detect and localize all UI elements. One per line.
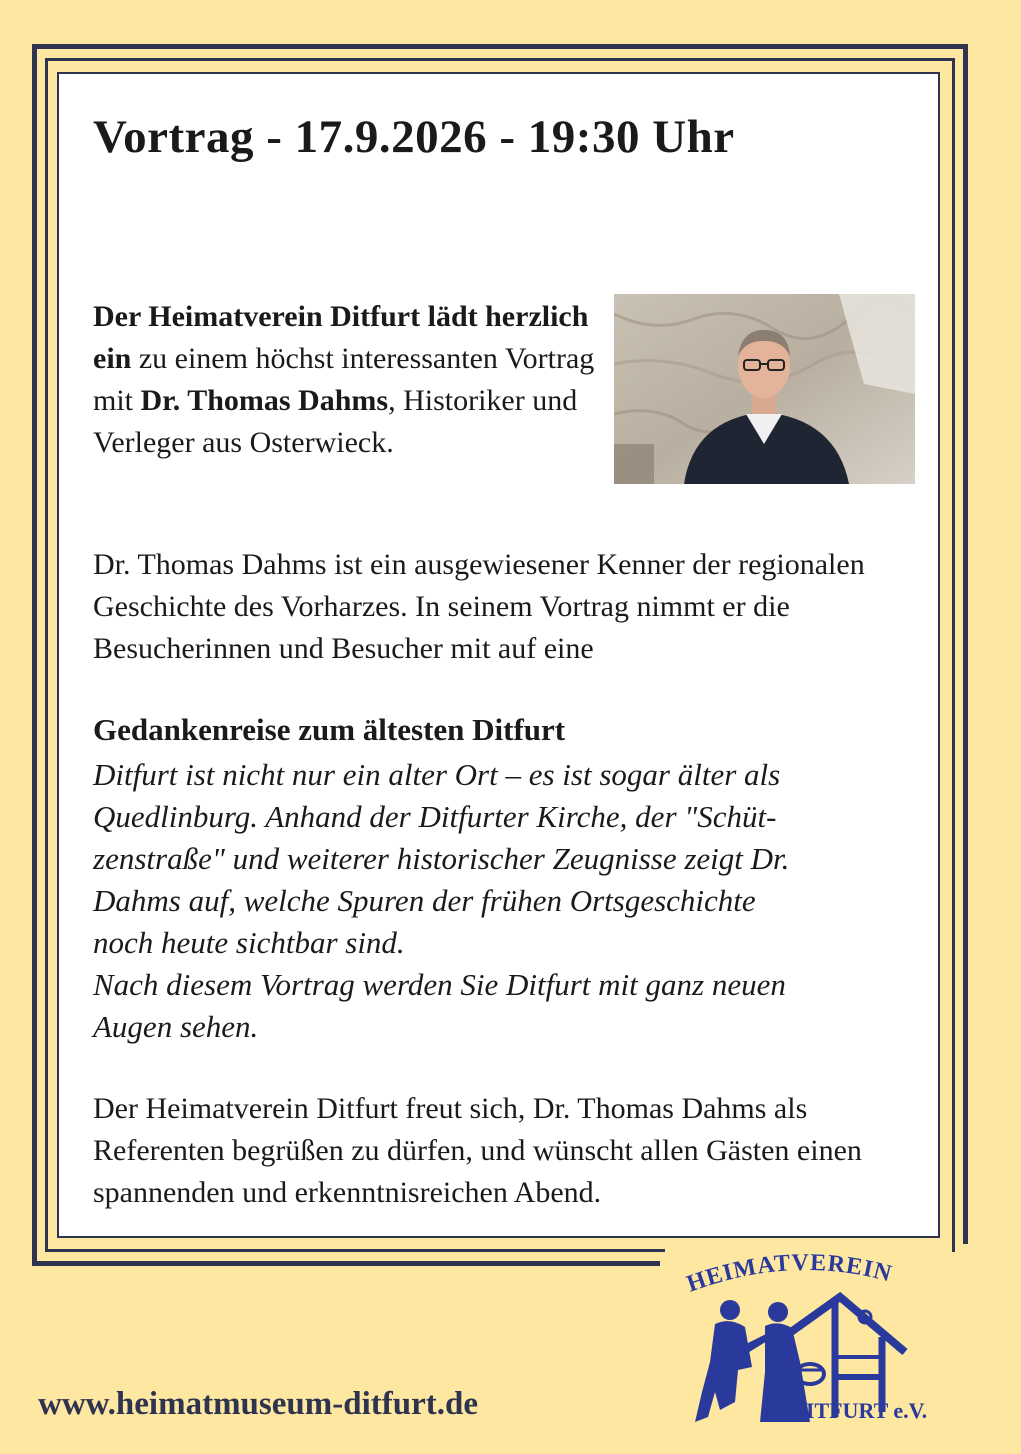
frame-mid-right	[952, 58, 955, 1252]
intro-bold-lead: Der Heimatverein Ditfurt lädt herzlich ein	[93, 300, 589, 375]
frame-outer-top	[32, 44, 968, 49]
frame-outer-right	[963, 44, 968, 1244]
lecture-topic-heading: Gedankenreise zum ältesten Ditfurt	[93, 712, 566, 747]
lecture-line: Quedlinburg. Anhand der Ditfurter Kirche, der "Schüt-	[93, 799, 777, 834]
heimatverein-logo	[660, 1252, 960, 1442]
intro-text-a: zu einem höchst interessanten Vortrag mit	[93, 342, 595, 417]
lecture-line: Dahms auf, welche Spuren der frühen Ortsgeschichte	[93, 883, 756, 918]
speaker-portrait-illustration	[614, 294, 915, 484]
frame-outer-bottom	[32, 1261, 660, 1266]
frame-outer-left	[32, 44, 37, 1266]
intro-text-b: , Historiker und Verleger aus Osterwieck.	[93, 384, 578, 459]
lecture-line: noch heute sichtbar sind.	[93, 925, 405, 960]
lecture-line: Ditfurt ist nicht nur ein alter Ort – es ist sogar älter als	[93, 757, 781, 792]
lecture-line: Nach diesem Vortrag werden Sie Ditfurt mit ganz neuen	[93, 967, 786, 1002]
logo-top-text: HEIMATVEREIN	[683, 1252, 895, 1298]
closing-paragraph: Der Heimatverein Ditfurt freut sich, Dr. Thomas Dahms als Referenten begrüßen zu dürfen, und wünscht allen Gästen einen spannenden und erkenntnisreichen Abend.	[93, 1092, 862, 1209]
speaker-photo	[614, 294, 915, 484]
page-title: Vortrag - 17.9.2026 - 19:30 Uhr	[93, 111, 735, 163]
logo-bottom-text: DITFURT e.V.	[790, 1398, 928, 1423]
frame-mid-top	[45, 58, 955, 61]
lecture-description	[93, 754, 923, 1048]
lecture-line: zenstraße" und weiterer historischer Zeugnisse zeigt Dr.	[93, 841, 790, 876]
intro-paragraph	[93, 296, 613, 464]
flyer-card	[57, 72, 940, 1238]
website-url[interactable]: www.heimatmuseum-ditfurt.de	[38, 1386, 478, 1422]
frame-mid-left	[45, 58, 48, 1252]
speaker-description: Dr. Thomas Dahms ist ein ausgewiesener Kenner der regionalen Geschichte des Vorharzes. In seinem Vortrag nimmt er die Besucherinnen und Besucher mit auf eine	[93, 548, 865, 665]
lecture-line: Augen sehen.	[93, 1009, 259, 1044]
speaker-name: Dr. Thomas Dahms	[140, 384, 389, 417]
frame-mid-bottom	[45, 1249, 665, 1252]
